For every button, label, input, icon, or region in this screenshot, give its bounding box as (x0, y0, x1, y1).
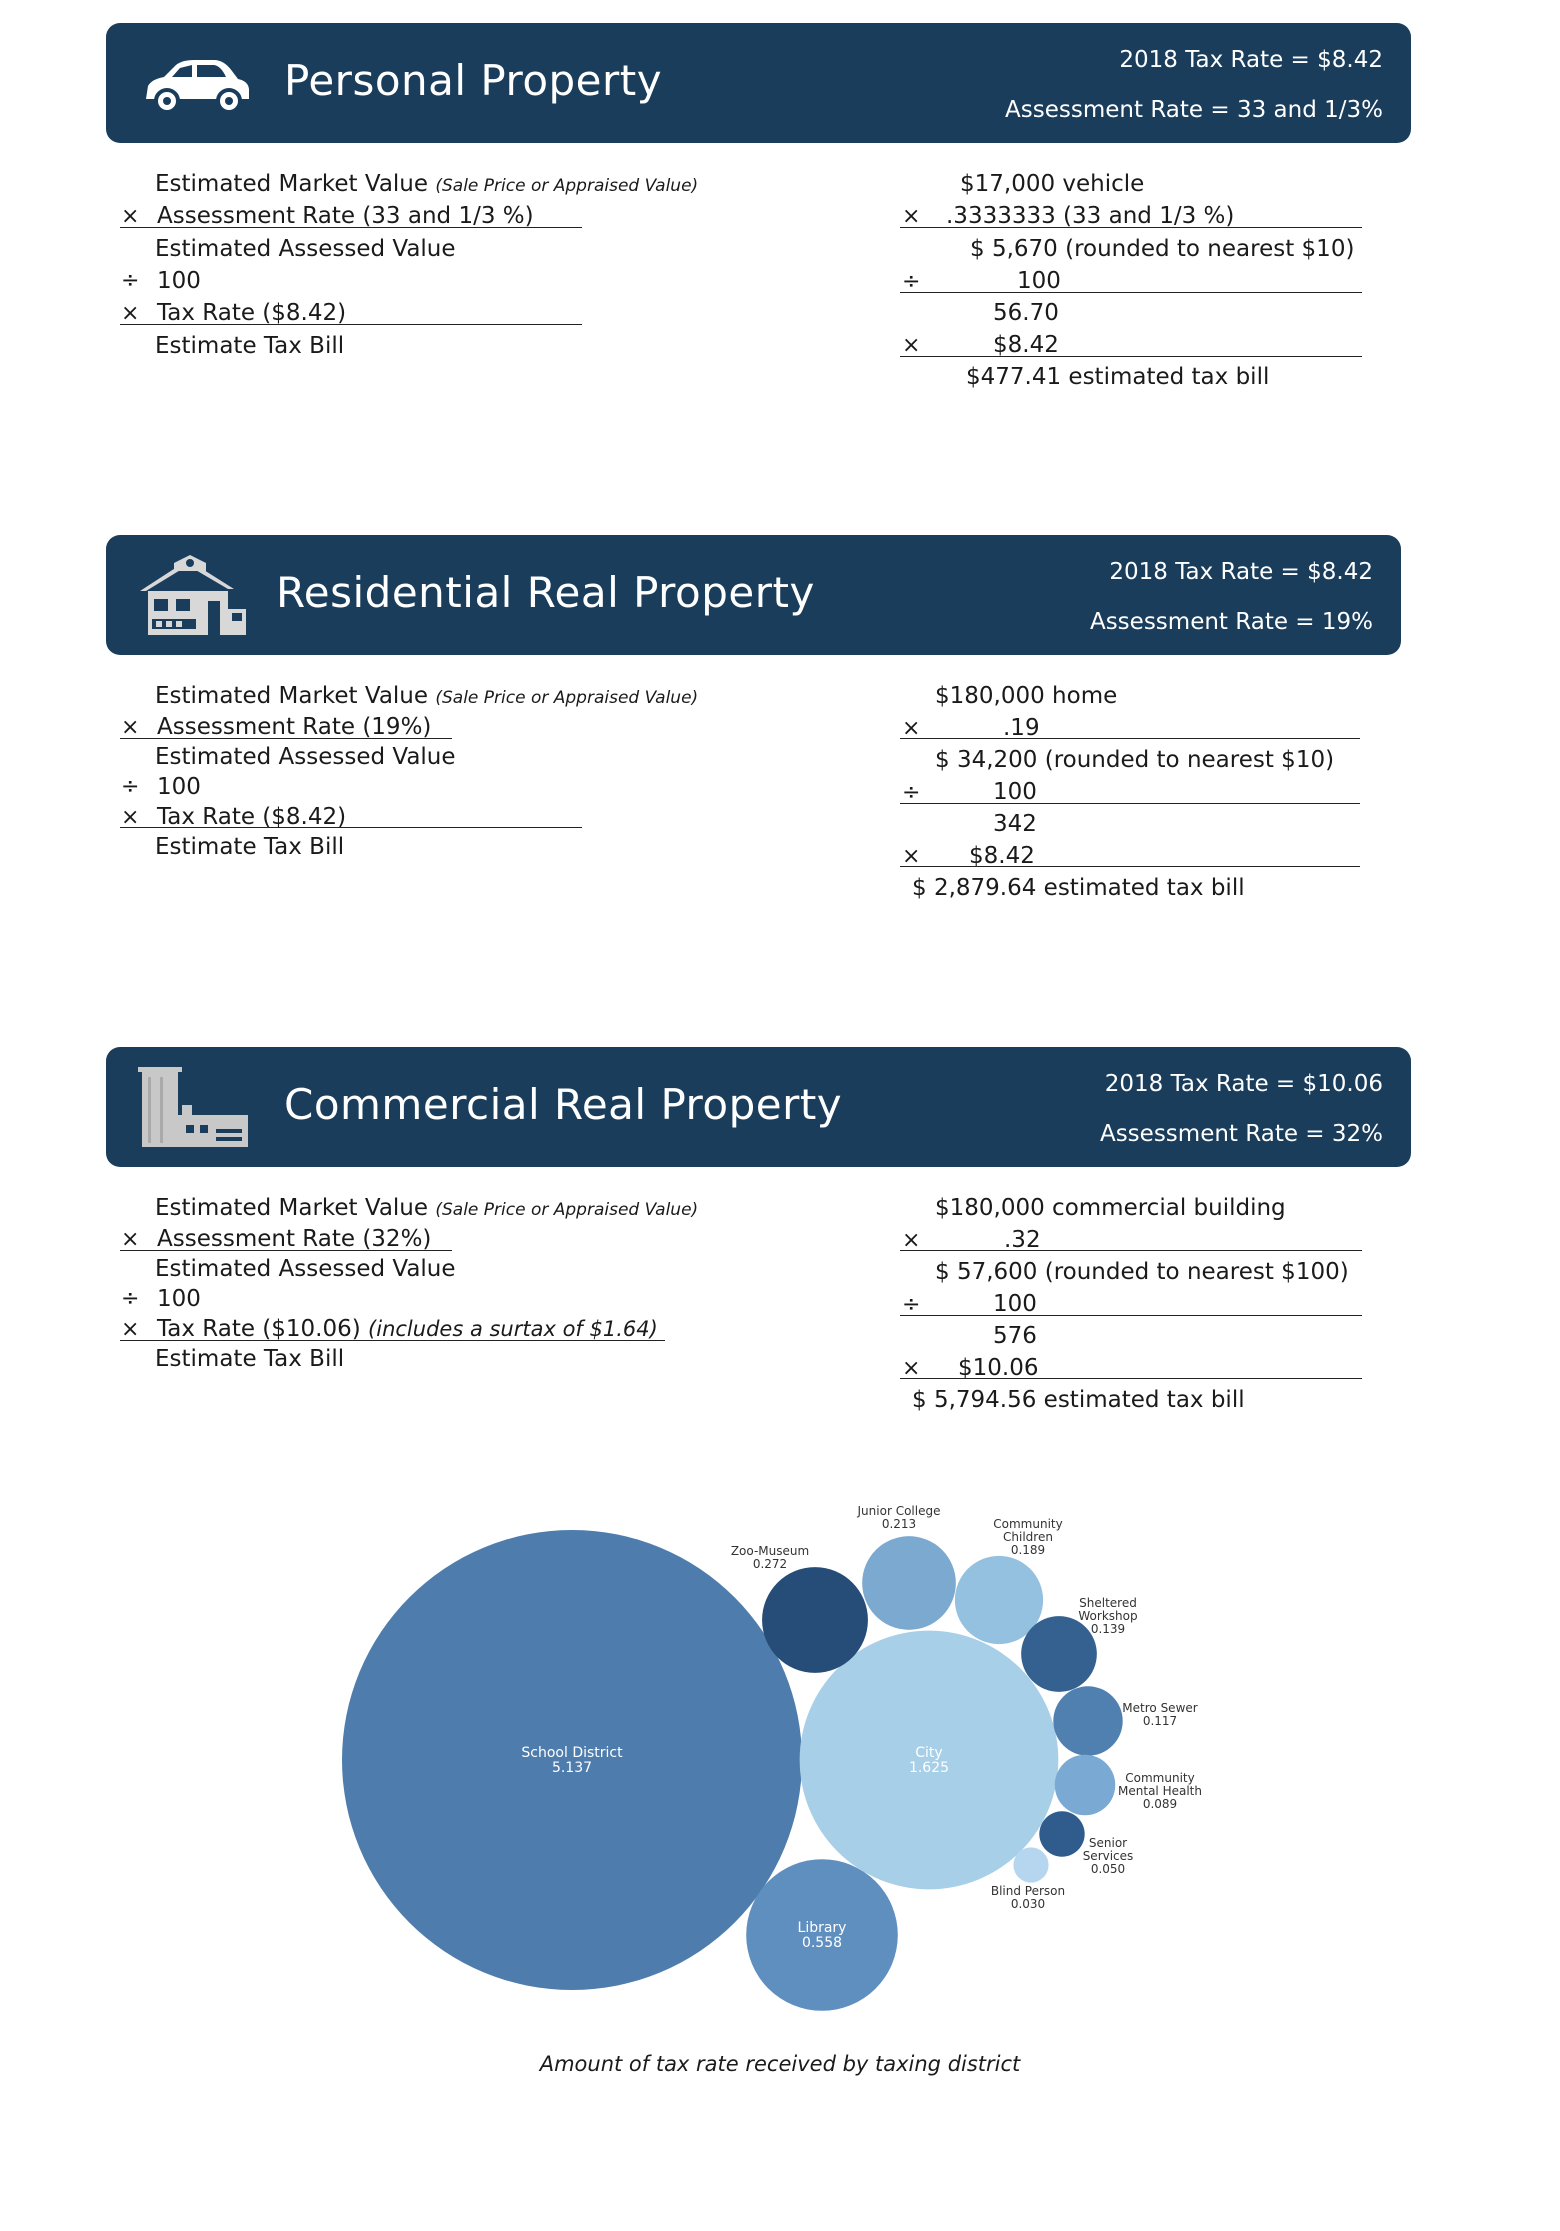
example-tax-bill: $ 2,879.64 estimated tax bill (912, 875, 1245, 901)
chart-caption: Amount of tax rate received by taxing district (539, 2052, 1021, 2076)
underline (900, 356, 1362, 357)
times-operator: × (121, 1227, 140, 1252)
underline (120, 1340, 665, 1341)
personal-property-banner (106, 23, 1411, 143)
example-quotient: 342 (993, 811, 1037, 837)
bubble-label: City 1.625 (908, 1745, 950, 1777)
example-tax-bill: $477.41 estimated tax bill (966, 364, 1270, 390)
formula-divisor: 100 (157, 774, 201, 800)
formula-tax-bill: Estimate Tax Bill (155, 333, 345, 359)
formula-tax-rate: Tax Rate ($10.06) (includes a surtax of $1.64) (157, 1316, 658, 1342)
formula-tax-rate: Tax Rate ($8.42) (157, 804, 347, 830)
section-title: Commercial Real Property (284, 1080, 843, 1129)
times-operator: × (121, 301, 140, 326)
underline (120, 738, 452, 739)
bubble-zoo-museum (762, 1567, 868, 1673)
divide-operator: ÷ (121, 268, 140, 293)
bubble-label: Community Mental Health 0.089 (1118, 1771, 1202, 1811)
example-assessed-value: $ 5,670 (rounded to nearest $10) (970, 236, 1355, 262)
divide-operator: ÷ (902, 269, 921, 294)
formula-assessment-rate: Assessment Rate (32%) (157, 1226, 432, 1252)
formula-assessment-rate: Assessment Rate (33 and 1/3 %) (157, 203, 534, 229)
times-operator: × (121, 715, 140, 740)
bubble-label: Community Children 0.189 (993, 1517, 1063, 1557)
tax-rate: 2018 Tax Rate = $8.42 (1109, 559, 1373, 585)
underline (120, 1250, 452, 1251)
formula-assessment-rate: Assessment Rate (19%) (157, 714, 432, 740)
example-tax-rate: $8.42 (969, 843, 1035, 869)
example-assessment-rate: .3333333 (33 and 1/3 %) (946, 203, 1235, 229)
underline (900, 227, 1362, 228)
times-operator: × (902, 844, 921, 869)
tax-rate: 2018 Tax Rate = $10.06 (1104, 1071, 1383, 1097)
commercial-property-banner (106, 1047, 1411, 1167)
example-market-value: $17,000 vehicle (960, 171, 1145, 197)
divide-operator: ÷ (902, 1292, 921, 1317)
formula-market-value: Estimated Market Value (Sale Price or Appraised Value) (155, 171, 699, 197)
underline (120, 827, 582, 828)
bubble-label: Junior College 0.213 (857, 1504, 941, 1531)
divide-operator: ÷ (121, 1286, 140, 1311)
section-title: Residential Real Property (276, 568, 815, 617)
example-assessed-value: $ 57,600 (rounded to nearest $100) (935, 1259, 1349, 1285)
example-tax-rate: $10.06 (958, 1355, 1039, 1381)
bubble-label: School District 5.137 (521, 1745, 623, 1777)
times-operator: × (121, 805, 140, 830)
example-assessment-rate: .32 (1004, 1227, 1041, 1253)
assessment-rate: Assessment Rate = 33 and 1/3% (1005, 97, 1383, 123)
formula-divisor: 100 (157, 1286, 201, 1312)
underline (900, 803, 1360, 804)
bubble-metro-sewer (1053, 1686, 1122, 1755)
formula-tax-bill: Estimate Tax Bill (155, 1346, 345, 1372)
example-assessed-value: $ 34,200 (rounded to nearest $10) (935, 747, 1335, 773)
formula-assessed-value: Estimated Assessed Value (155, 744, 456, 770)
formula-tax-rate: Tax Rate ($8.42) (157, 300, 347, 326)
example-tax-rate: $8.42 (993, 332, 1059, 358)
underline (120, 227, 582, 228)
bubble-label: Senior Services 0.050 (1082, 1836, 1134, 1876)
bubble-community-mental-health (1055, 1755, 1116, 1816)
bubble-label: Metro Sewer 0.117 (1122, 1701, 1198, 1728)
underline (900, 1250, 1362, 1251)
house-icon (134, 553, 254, 638)
underline (120, 324, 582, 325)
times-operator: × (121, 1317, 140, 1342)
formula-divisor: 100 (157, 268, 201, 294)
bubble-junior-college (862, 1536, 956, 1630)
car-icon (134, 41, 254, 126)
residential-property-banner (106, 535, 1401, 655)
times-operator: × (121, 204, 140, 229)
example-market-value: $180,000 home (935, 683, 1118, 709)
example-divisor: 100 (1017, 268, 1061, 294)
assessment-rate: Assessment Rate = 32% (1099, 1121, 1383, 1147)
bubble-label: Blind Person 0.030 (990, 1884, 1066, 1911)
building-icon (134, 1065, 254, 1150)
underline (900, 292, 1362, 293)
underline (900, 738, 1360, 739)
tax-distribution-bubble-chart (0, 1480, 1560, 2040)
bubble-label: Sheltered Workshop 0.139 (1078, 1596, 1138, 1636)
bubble-blind-person (1013, 1847, 1048, 1882)
formula-market-value: Estimated Market Value (Sale Price or Appraised Value) (155, 683, 699, 709)
times-operator: × (902, 333, 921, 358)
example-assessment-rate: .19 (1003, 715, 1040, 741)
formula-assessed-value: Estimated Assessed Value (155, 1256, 456, 1282)
divide-operator: ÷ (121, 774, 140, 799)
bubble-label: Zoo-Museum 0.272 (730, 1544, 810, 1571)
underline (900, 1315, 1362, 1316)
example-divisor: 100 (993, 779, 1037, 805)
example-divisor: 100 (993, 1291, 1037, 1317)
times-operator: × (902, 204, 921, 229)
assessment-rate: Assessment Rate = 19% (1089, 609, 1373, 635)
example-market-value: $180,000 commercial building (935, 1195, 1286, 1221)
formula-tax-bill: Estimate Tax Bill (155, 834, 345, 860)
example-tax-bill: $ 5,794.56 estimated tax bill (912, 1387, 1245, 1413)
times-operator: × (902, 1228, 921, 1253)
section-title: Personal Property (284, 56, 663, 105)
formula-market-value: Estimated Market Value (Sale Price or Appraised Value) (155, 1195, 699, 1221)
bubble-sheltered-workshop (1021, 1616, 1097, 1692)
underline (900, 1378, 1362, 1379)
underline (900, 866, 1360, 867)
tax-rate: 2018 Tax Rate = $8.42 (1119, 47, 1383, 73)
example-quotient: 576 (993, 1323, 1037, 1349)
example-quotient: 56.70 (993, 300, 1059, 326)
times-operator: × (902, 716, 921, 741)
bubble-label: Library 0.558 (797, 1920, 847, 1952)
formula-assessed-value: Estimated Assessed Value (155, 236, 456, 262)
times-operator: × (902, 1356, 921, 1381)
divide-operator: ÷ (902, 780, 921, 805)
bubble-senior-services (1039, 1811, 1084, 1856)
